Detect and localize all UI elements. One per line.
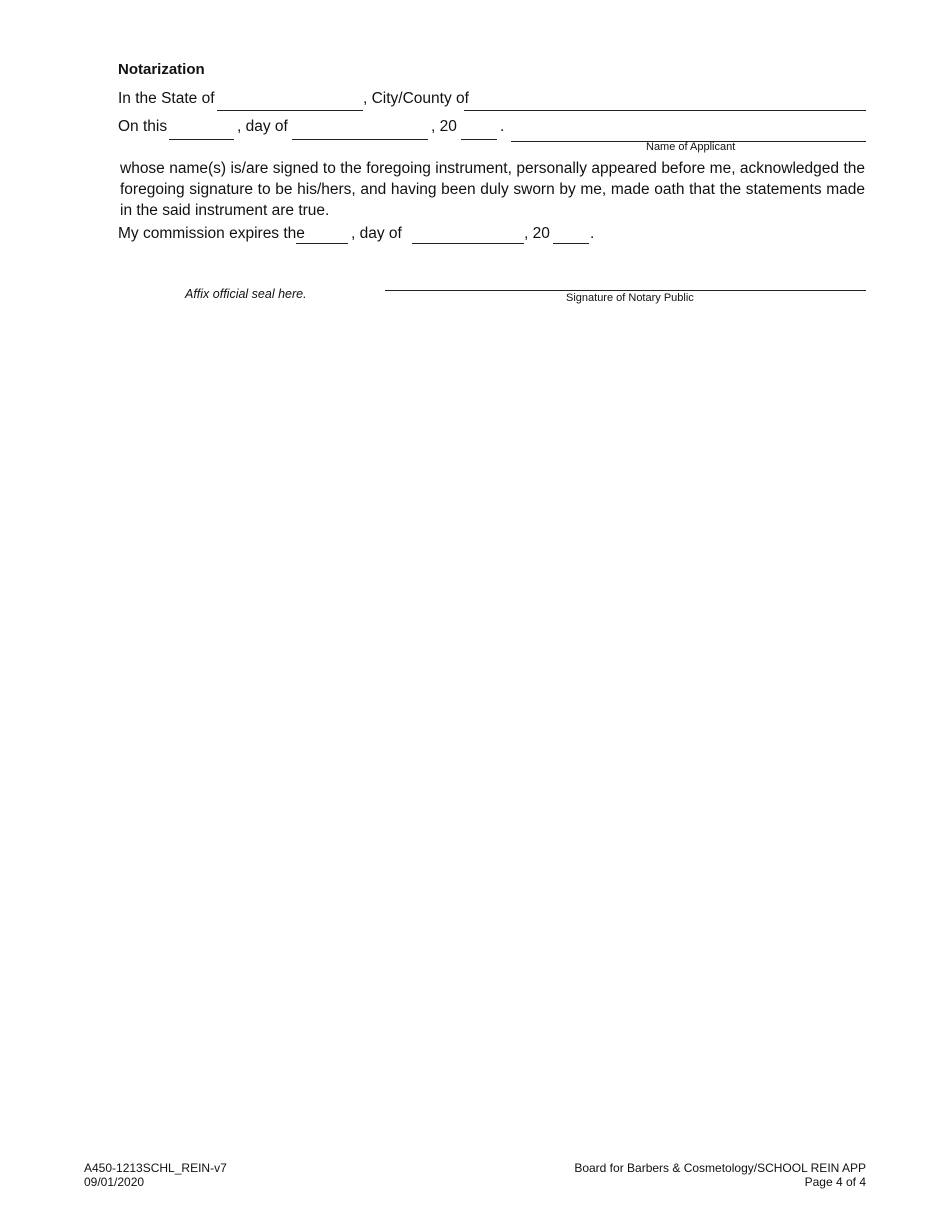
seal-instruction: Affix official seal here. bbox=[185, 287, 307, 301]
commission-label: My commission expires the bbox=[118, 225, 305, 242]
footer-left bbox=[84, 1161, 227, 1189]
board-name: Board for Barbers & Cosmetology/SCHOOL REIN APP bbox=[574, 1161, 866, 1175]
commission-year-prefix-label: , 20 bbox=[524, 225, 550, 242]
period-label: . bbox=[500, 118, 505, 135]
day-field[interactable] bbox=[169, 139, 234, 140]
commission-year-field[interactable] bbox=[553, 243, 589, 244]
notary-statement: whose name(s) is/are signed to the foregoing instrument, personally appeared before me, acknowledged the foregoing signature to be his/hers, and having been duly sworn by me, made oath that the statements made in the said instrument are true. bbox=[120, 160, 865, 219]
commission-day-of-label: , day of bbox=[351, 225, 402, 242]
on-this-label: On this bbox=[118, 118, 168, 135]
notary-signature-field[interactable] bbox=[385, 290, 866, 291]
form-date: 09/01/2020 bbox=[84, 1175, 145, 1189]
footer-right bbox=[574, 1161, 866, 1189]
day-of-label: , day of bbox=[237, 118, 288, 135]
commission-month-field[interactable] bbox=[412, 243, 524, 244]
page-number: Page 4 of 4 bbox=[804, 1175, 866, 1189]
state-label: In the State of bbox=[118, 90, 215, 107]
state-field[interactable] bbox=[217, 110, 363, 111]
section-heading: Notarization bbox=[118, 61, 205, 78]
year-field[interactable] bbox=[461, 139, 497, 140]
form-id: A450-1213SCHL_REIN-v7 bbox=[84, 1161, 227, 1175]
month-field[interactable] bbox=[292, 139, 428, 140]
notary-signature-caption: Signature of Notary Public bbox=[566, 292, 694, 304]
applicant-name-caption: Name of Applicant bbox=[646, 141, 736, 153]
commission-period-label: . bbox=[590, 225, 595, 242]
commission-day-field[interactable] bbox=[296, 243, 348, 244]
city-county-field[interactable] bbox=[464, 110, 866, 111]
city-county-label: , City/County of bbox=[363, 90, 469, 107]
year-prefix-label: , 20 bbox=[431, 118, 457, 135]
